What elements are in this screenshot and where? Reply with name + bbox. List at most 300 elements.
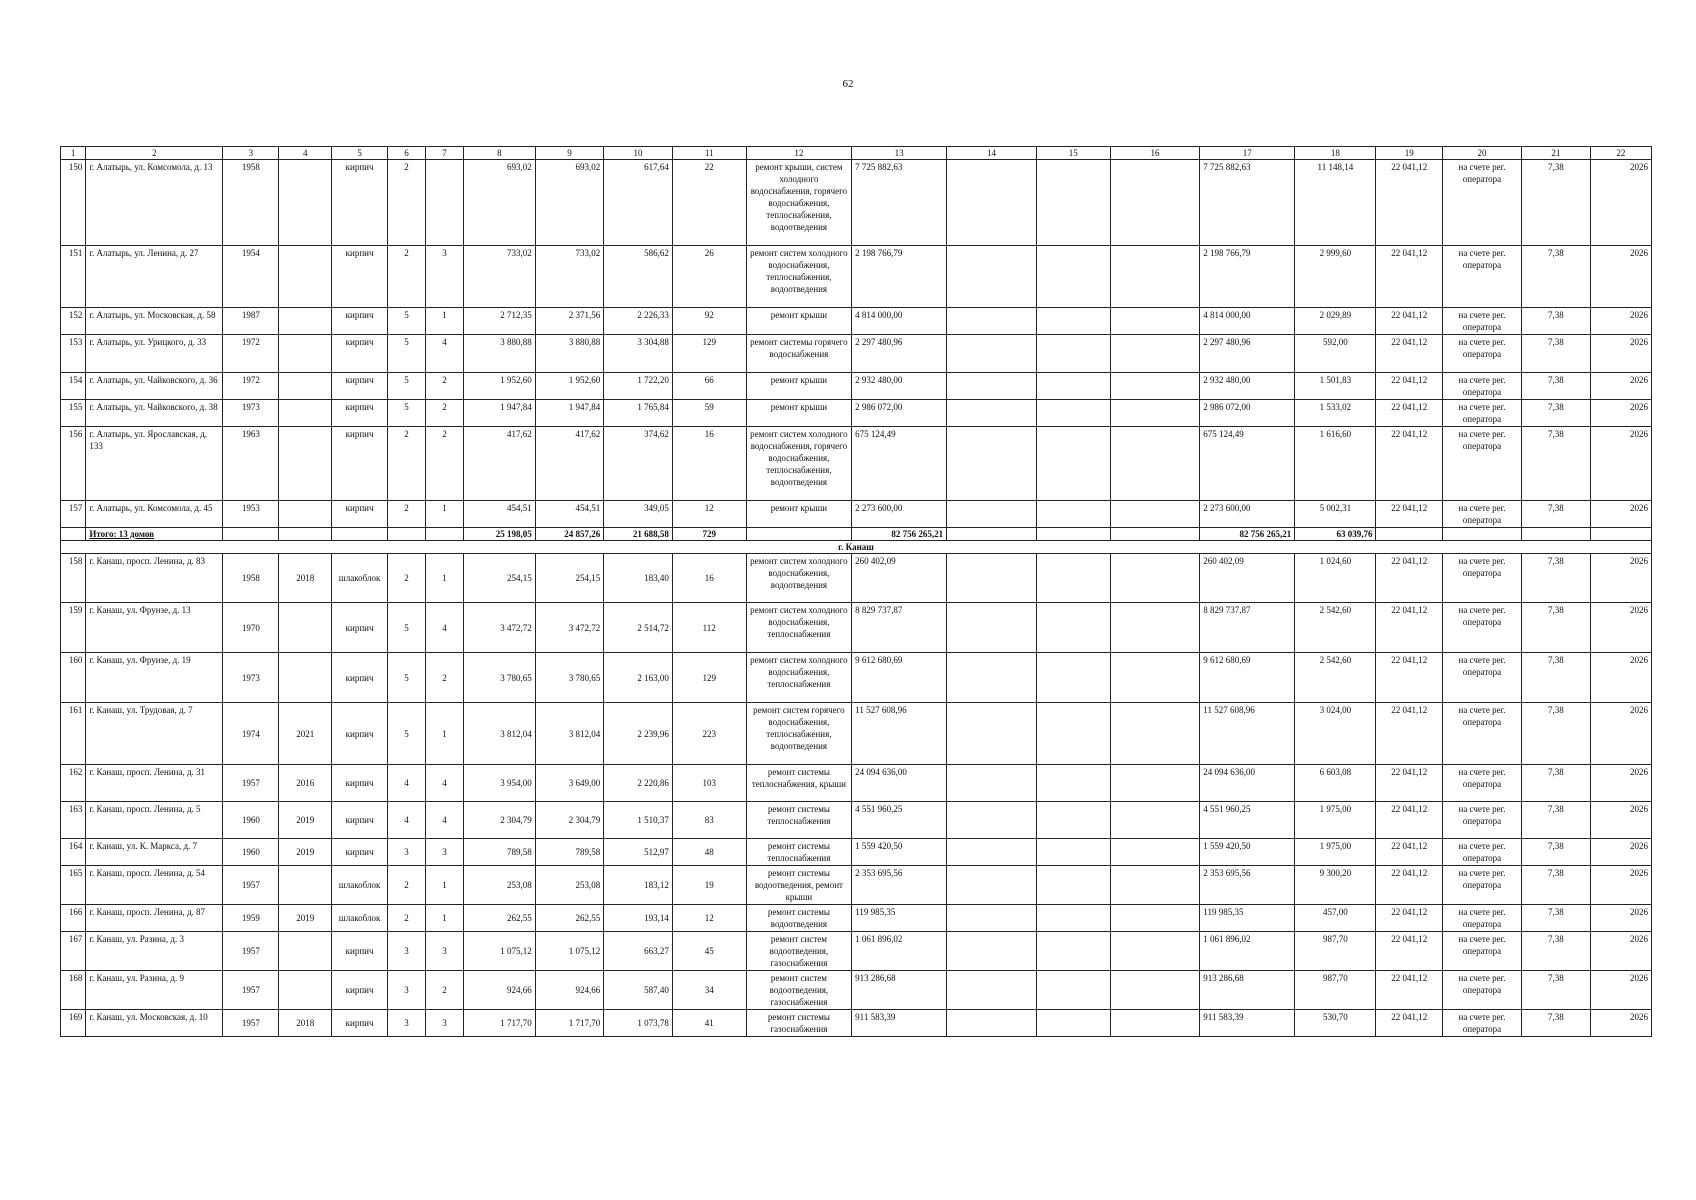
cost-col-14	[947, 308, 1037, 335]
total-empty-cell	[425, 528, 463, 541]
work-type: ремонт систем холодного водоснабжения, водоотведения	[746, 554, 852, 603]
cost-col-15	[1036, 1010, 1110, 1037]
floors: 2	[388, 160, 426, 246]
total-cost: 2 932 480,00	[852, 373, 947, 400]
cost-col-14	[947, 246, 1037, 308]
total-area: 3 812,04	[463, 703, 535, 765]
floors: 4	[388, 802, 426, 839]
total-cost: 2 986 072,00	[852, 400, 947, 427]
year-built: 1973	[223, 400, 279, 427]
total-area: 2 304,79	[463, 802, 535, 839]
wall-material: кирпич	[332, 1010, 388, 1037]
city-name: г. Канаш	[61, 541, 1652, 554]
total-area: 1 717,70	[463, 1010, 535, 1037]
owner-funds: 24 094 636,00	[1200, 765, 1295, 802]
wall-material: кирпич	[332, 703, 388, 765]
address: г. Канаш, ул. К. Маркса, д. 7	[86, 839, 223, 866]
cost-col-16	[1110, 373, 1200, 400]
max-unit-cost: 22 041,12	[1376, 932, 1442, 971]
deadline-year: 2026	[1590, 603, 1651, 653]
work-type: ремонт систем водоотведения, газоснабжения	[746, 971, 852, 1010]
column-number-12: 12	[746, 147, 852, 160]
total-cost: 8 829 737,87	[852, 603, 947, 653]
living-area: 587,40	[604, 971, 673, 1010]
cost-col-15	[1036, 160, 1110, 246]
wall-material: кирпич	[332, 603, 388, 653]
table-row	[61, 246, 1652, 308]
unit-cost: 2 542,60	[1295, 653, 1376, 703]
owner-funds: 4 814 000,00	[1200, 308, 1295, 335]
residents: 112	[672, 603, 746, 653]
address: г. Алатырь, ул. Ярославская, д. 133	[86, 427, 223, 501]
total-empty-cell	[1522, 528, 1591, 541]
total-empty-cell	[223, 528, 279, 541]
owner-funds: 2 932 480,00	[1200, 373, 1295, 400]
unit-cost: 1 975,00	[1295, 802, 1376, 839]
row-number: 159	[61, 603, 86, 653]
deadline-year: 2026	[1590, 932, 1651, 971]
floors: 2	[388, 866, 426, 905]
total-empty-cell	[1590, 528, 1651, 541]
column-number-row	[61, 147, 1652, 160]
floors: 2	[388, 905, 426, 932]
entrances: 3	[425, 1010, 463, 1037]
living-area: 1 510,37	[604, 802, 673, 839]
column-number-10: 10	[604, 147, 673, 160]
unit-cost: 11 148,14	[1295, 160, 1376, 246]
residents: 129	[672, 335, 746, 373]
table-row	[61, 653, 1652, 703]
address: г. Канаш, ул. Трудовая, д. 7	[86, 703, 223, 765]
contribution-rate: 7,38	[1522, 246, 1591, 308]
max-unit-cost: 22 041,12	[1376, 703, 1442, 765]
contribution-rate: 7,38	[1522, 427, 1591, 501]
wall-material: кирпич	[332, 400, 388, 427]
year-renovated: 2019	[279, 839, 332, 866]
total-area: 924,66	[463, 971, 535, 1010]
wall-material: кирпич	[332, 373, 388, 400]
row-number: 155	[61, 400, 86, 427]
owner-funds: 913 286,68	[1200, 971, 1295, 1010]
fund-formation: на счете рег. оператора	[1442, 308, 1521, 335]
residents: 22	[672, 160, 746, 246]
max-unit-cost: 22 041,12	[1376, 427, 1442, 501]
total-empty-cell	[1036, 528, 1110, 541]
entrances	[425, 160, 463, 246]
fund-formation: на счете рег. оператора	[1442, 246, 1521, 308]
fund-formation: на счете рег. оператора	[1442, 765, 1521, 802]
cost-col-15	[1036, 653, 1110, 703]
year-built: 1957	[223, 932, 279, 971]
total-area: 454,51	[463, 501, 535, 528]
year-renovated	[279, 400, 332, 427]
cost-col-15	[1036, 703, 1110, 765]
total-area: 3 472,72	[463, 603, 535, 653]
address: г. Алатырь, ул. Комсомола, д. 45	[86, 501, 223, 528]
living-area: 2 239,96	[604, 703, 673, 765]
deadline-year: 2026	[1590, 866, 1651, 905]
total-cost: 4 551 960,25	[852, 802, 947, 839]
contribution-rate: 7,38	[1522, 653, 1591, 703]
column-number-4: 4	[279, 147, 332, 160]
entrances: 4	[425, 603, 463, 653]
entrances: 2	[425, 971, 463, 1010]
owner-funds: 7 725 882,63	[1200, 160, 1295, 246]
total-area: 253,08	[463, 866, 535, 905]
residents: 103	[672, 765, 746, 802]
living-area: 663,27	[604, 932, 673, 971]
cost-col-15	[1036, 866, 1110, 905]
total-area: 693,02	[463, 160, 535, 246]
capital-repair-table	[60, 146, 1652, 1037]
cost-col-15	[1036, 373, 1110, 400]
wall-material: кирпич	[332, 501, 388, 528]
residential-area: 2 371,56	[535, 308, 604, 335]
cost-col-15	[1036, 554, 1110, 603]
column-number-18: 18	[1295, 147, 1376, 160]
row-number: 152	[61, 308, 86, 335]
work-type: ремонт крыши	[746, 400, 852, 427]
floors: 2	[388, 427, 426, 501]
address: г. Алатырь, ул. Комсомола, д. 13	[86, 160, 223, 246]
residential-area: 2 304,79	[535, 802, 604, 839]
total-area: 254,15	[463, 554, 535, 603]
residents: 16	[672, 427, 746, 501]
table-row	[61, 554, 1652, 603]
address: г. Канаш, ул. Московская, д. 10	[86, 1010, 223, 1037]
unit-cost: 987,70	[1295, 971, 1376, 1010]
entrances: 1	[425, 866, 463, 905]
owner-funds: 2 198 766,79	[1200, 246, 1295, 308]
wall-material: шлакоблок	[332, 905, 388, 932]
row-number: 168	[61, 971, 86, 1010]
deadline-year: 2026	[1590, 802, 1651, 839]
wall-material: кирпич	[332, 246, 388, 308]
unit-cost: 2 029,89	[1295, 308, 1376, 335]
contribution-rate: 7,38	[1522, 501, 1591, 528]
total-area: 2 712,35	[463, 308, 535, 335]
column-number-20: 20	[1442, 147, 1521, 160]
deadline-year: 2026	[1590, 335, 1651, 373]
table-row	[61, 765, 1652, 802]
residents: 26	[672, 246, 746, 308]
living-area: 374,62	[604, 427, 673, 501]
residential-area: 789,58	[535, 839, 604, 866]
owner-funds: 4 551 960,25	[1200, 802, 1295, 839]
column-number-14: 14	[947, 147, 1037, 160]
table-row	[61, 802, 1652, 839]
column-number-22: 22	[1590, 147, 1651, 160]
cost-col-15	[1036, 308, 1110, 335]
living-area: 1 073,78	[604, 1010, 673, 1037]
total-empty-cell	[61, 528, 86, 541]
fund-formation: на счете рег. оператора	[1442, 1010, 1521, 1037]
residents: 223	[672, 703, 746, 765]
owner-funds: 1 559 420,50	[1200, 839, 1295, 866]
cost-col-15	[1036, 427, 1110, 501]
year-built: 1957	[223, 1010, 279, 1037]
table-row	[61, 308, 1652, 335]
year-renovated	[279, 932, 332, 971]
entrances: 1	[425, 703, 463, 765]
work-type: ремонт крыши	[746, 373, 852, 400]
floors: 5	[388, 373, 426, 400]
year-built: 1953	[223, 501, 279, 528]
address: г. Алатырь, ул. Чайковского, д. 38	[86, 400, 223, 427]
deadline-year: 2026	[1590, 653, 1651, 703]
residents: 48	[672, 839, 746, 866]
floors: 5	[388, 703, 426, 765]
year-renovated	[279, 160, 332, 246]
cost-col-16	[1110, 160, 1200, 246]
cost-col-14	[947, 765, 1037, 802]
wall-material: кирпич	[332, 335, 388, 373]
residents: 129	[672, 653, 746, 703]
total-area: 3 880,88	[463, 335, 535, 373]
fund-formation: на счете рег. оператора	[1442, 866, 1521, 905]
residential-area: 3 472,72	[535, 603, 604, 653]
max-unit-cost: 22 041,12	[1376, 400, 1442, 427]
wall-material: кирпич	[332, 839, 388, 866]
wall-material: шлакоблок	[332, 866, 388, 905]
column-number-19: 19	[1376, 147, 1442, 160]
address: г. Канаш, просп. Ленина, д. 31	[86, 765, 223, 802]
table-row	[61, 905, 1652, 932]
residents: 16	[672, 554, 746, 603]
residential-area: 3 780,65	[535, 653, 604, 703]
contribution-rate: 7,38	[1522, 866, 1591, 905]
total-cost: 4 814 000,00	[852, 308, 947, 335]
address: г. Канаш, просп. Ленина, д. 87	[86, 905, 223, 932]
total-area: 1 075,12	[463, 932, 535, 971]
year-renovated: 2018	[279, 1010, 332, 1037]
residential-area: 254,15	[535, 554, 604, 603]
unit-cost: 3 024,00	[1295, 703, 1376, 765]
cost-col-16	[1110, 246, 1200, 308]
cost-col-15	[1036, 802, 1110, 839]
cost-col-14	[947, 554, 1037, 603]
fund-formation: на счете рег. оператора	[1442, 603, 1521, 653]
entrances: 1	[425, 554, 463, 603]
fund-formation: на счете рег. оператора	[1442, 554, 1521, 603]
deadline-year: 2026	[1590, 160, 1651, 246]
table-row	[61, 866, 1652, 905]
year-renovated	[279, 373, 332, 400]
cost-col-16	[1110, 1010, 1200, 1037]
total-empty-cell	[1442, 528, 1521, 541]
owner-funds: 911 583,39	[1200, 1010, 1295, 1037]
year-built: 1958	[223, 160, 279, 246]
year-built: 1957	[223, 765, 279, 802]
cost-col-16	[1110, 703, 1200, 765]
floors: 3	[388, 971, 426, 1010]
work-type: ремонт систем холодного водоснабжения, горячего водоснабжения, теплоснабжения, водоотведения	[746, 427, 852, 501]
fund-formation: на счете рег. оператора	[1442, 905, 1521, 932]
cost-col-14	[947, 866, 1037, 905]
table-row	[61, 839, 1652, 866]
residential-area: 253,08	[535, 866, 604, 905]
owner-funds: 1 061 896,02	[1200, 932, 1295, 971]
year-renovated: 2021	[279, 703, 332, 765]
entrances: 1	[425, 308, 463, 335]
fund-formation: на счете рег. оператора	[1442, 839, 1521, 866]
fund-formation: на счете рег. оператора	[1442, 160, 1521, 246]
fund-formation: на счете рег. оператора	[1442, 703, 1521, 765]
living-area: 1 765,84	[604, 400, 673, 427]
entrances: 3	[425, 246, 463, 308]
max-unit-cost: 22 041,12	[1376, 802, 1442, 839]
total-c18: 63 039,76	[1295, 528, 1376, 541]
total-cost: 1 061 896,02	[852, 932, 947, 971]
row-number: 157	[61, 501, 86, 528]
cost-col-15	[1036, 400, 1110, 427]
residents: 83	[672, 802, 746, 839]
cost-col-14	[947, 905, 1037, 932]
work-type: ремонт системы теплоснабжения	[746, 802, 852, 839]
fund-formation: на счете рег. оператора	[1442, 932, 1521, 971]
wall-material: кирпич	[332, 932, 388, 971]
total-cost: 24 094 636,00	[852, 765, 947, 802]
residential-area: 454,51	[535, 501, 604, 528]
owner-funds: 2 353 695,56	[1200, 866, 1295, 905]
work-type: ремонт крыши	[746, 308, 852, 335]
address: г. Алатырь, ул. Ленина, д. 27	[86, 246, 223, 308]
address: г. Канаш, просп. Ленина, д. 83	[86, 554, 223, 603]
row-number: 154	[61, 373, 86, 400]
total-s3: 21 688,58	[604, 528, 673, 541]
contribution-rate: 7,38	[1522, 971, 1591, 1010]
contribution-rate: 7,38	[1522, 703, 1591, 765]
work-type: ремонт систем горячего водоснабжения, теплоснабжения, водоотведения	[746, 703, 852, 765]
fund-formation: на счете рег. оператора	[1442, 335, 1521, 373]
address: г. Алатырь, ул. Чайковского, д. 36	[86, 373, 223, 400]
table-row	[61, 1010, 1652, 1037]
residents: 12	[672, 501, 746, 528]
year-built: 1959	[223, 905, 279, 932]
year-built: 1972	[223, 373, 279, 400]
living-area: 183,40	[604, 554, 673, 603]
residential-area: 1 952,60	[535, 373, 604, 400]
unit-cost: 6 603,08	[1295, 765, 1376, 802]
year-renovated: 2019	[279, 905, 332, 932]
total-cost: 911 583,39	[852, 1010, 947, 1037]
unit-cost: 592,00	[1295, 335, 1376, 373]
entrances: 4	[425, 765, 463, 802]
max-unit-cost: 22 041,12	[1376, 971, 1442, 1010]
cost-col-15	[1036, 971, 1110, 1010]
floors: 3	[388, 932, 426, 971]
cost-col-16	[1110, 905, 1200, 932]
column-number-5: 5	[332, 147, 388, 160]
cost-col-15	[1036, 603, 1110, 653]
work-type: ремонт системы теплоснабжения, крыши	[746, 765, 852, 802]
total-cost: 119 985,35	[852, 905, 947, 932]
year-built: 1960	[223, 839, 279, 866]
residential-area: 1 947,84	[535, 400, 604, 427]
contribution-rate: 7,38	[1522, 400, 1591, 427]
deadline-year: 2026	[1590, 373, 1651, 400]
living-area: 2 220,86	[604, 765, 673, 802]
column-number-2: 2	[86, 147, 223, 160]
page-number: 62	[842, 78, 854, 90]
unit-cost: 2 999,60	[1295, 246, 1376, 308]
work-type: ремонт систем водоотведения, газоснабжения	[746, 932, 852, 971]
work-type: ремонт системы газоснабжения	[746, 1010, 852, 1037]
wall-material: кирпич	[332, 160, 388, 246]
year-renovated	[279, 971, 332, 1010]
year-built: 1957	[223, 866, 279, 905]
cost-col-16	[1110, 501, 1200, 528]
work-type: ремонт системы горячего водоснабжения	[746, 335, 852, 373]
residents: 19	[672, 866, 746, 905]
year-renovated	[279, 246, 332, 308]
unit-cost: 1 024,60	[1295, 554, 1376, 603]
fund-formation: на счете рег. оператора	[1442, 802, 1521, 839]
cost-col-16	[1110, 603, 1200, 653]
owner-funds: 260 402,09	[1200, 554, 1295, 603]
entrances: 2	[425, 653, 463, 703]
total-area: 262,55	[463, 905, 535, 932]
column-number-1: 1	[61, 147, 86, 160]
max-unit-cost: 22 041,12	[1376, 905, 1442, 932]
deadline-year: 2026	[1590, 246, 1651, 308]
cost-col-14	[947, 839, 1037, 866]
owner-funds: 675 124,49	[1200, 427, 1295, 501]
total-cost: 82 756 265,21	[852, 528, 947, 541]
work-type: ремонт систем холодного водоснабжения, теплоснабжения, водоотведения	[746, 246, 852, 308]
year-renovated	[279, 308, 332, 335]
table-row	[61, 373, 1652, 400]
max-unit-cost: 22 041,12	[1376, 308, 1442, 335]
cost-col-16	[1110, 653, 1200, 703]
table-row	[61, 400, 1652, 427]
cost-col-16	[1110, 554, 1200, 603]
total-cost: 2 353 695,56	[852, 866, 947, 905]
floors: 5	[388, 308, 426, 335]
cost-col-15	[1036, 765, 1110, 802]
total-row	[61, 528, 1652, 541]
work-type: ремонт системы водоотведения, ремонт крыши	[746, 866, 852, 905]
cost-col-16	[1110, 400, 1200, 427]
cost-col-15	[1036, 839, 1110, 866]
row-number: 160	[61, 653, 86, 703]
year-built: 1972	[223, 335, 279, 373]
residential-area: 924,66	[535, 971, 604, 1010]
max-unit-cost: 22 041,12	[1376, 839, 1442, 866]
cost-col-16	[1110, 932, 1200, 971]
owner-funds: 8 829 737,87	[1200, 603, 1295, 653]
total-area: 3 780,65	[463, 653, 535, 703]
year-renovated	[279, 603, 332, 653]
owner-funds: 9 612 680,69	[1200, 653, 1295, 703]
residential-area: 733,02	[535, 246, 604, 308]
residential-area: 1 717,70	[535, 1010, 604, 1037]
column-number-9: 9	[535, 147, 604, 160]
entrances: 1	[425, 905, 463, 932]
contribution-rate: 7,38	[1522, 932, 1591, 971]
wall-material: шлакоблок	[332, 554, 388, 603]
floors: 5	[388, 400, 426, 427]
total-empty-cell	[947, 528, 1037, 541]
cost-col-14	[947, 971, 1037, 1010]
unit-cost: 9 300,20	[1295, 866, 1376, 905]
cost-col-14	[947, 373, 1037, 400]
deadline-year: 2026	[1590, 839, 1651, 866]
fund-formation: на счете рег. оператора	[1442, 427, 1521, 501]
fund-formation: на счете рег. оператора	[1442, 400, 1521, 427]
address: г. Канаш, ул. Фрунзе, д. 19	[86, 653, 223, 703]
unit-cost: 2 542,60	[1295, 603, 1376, 653]
